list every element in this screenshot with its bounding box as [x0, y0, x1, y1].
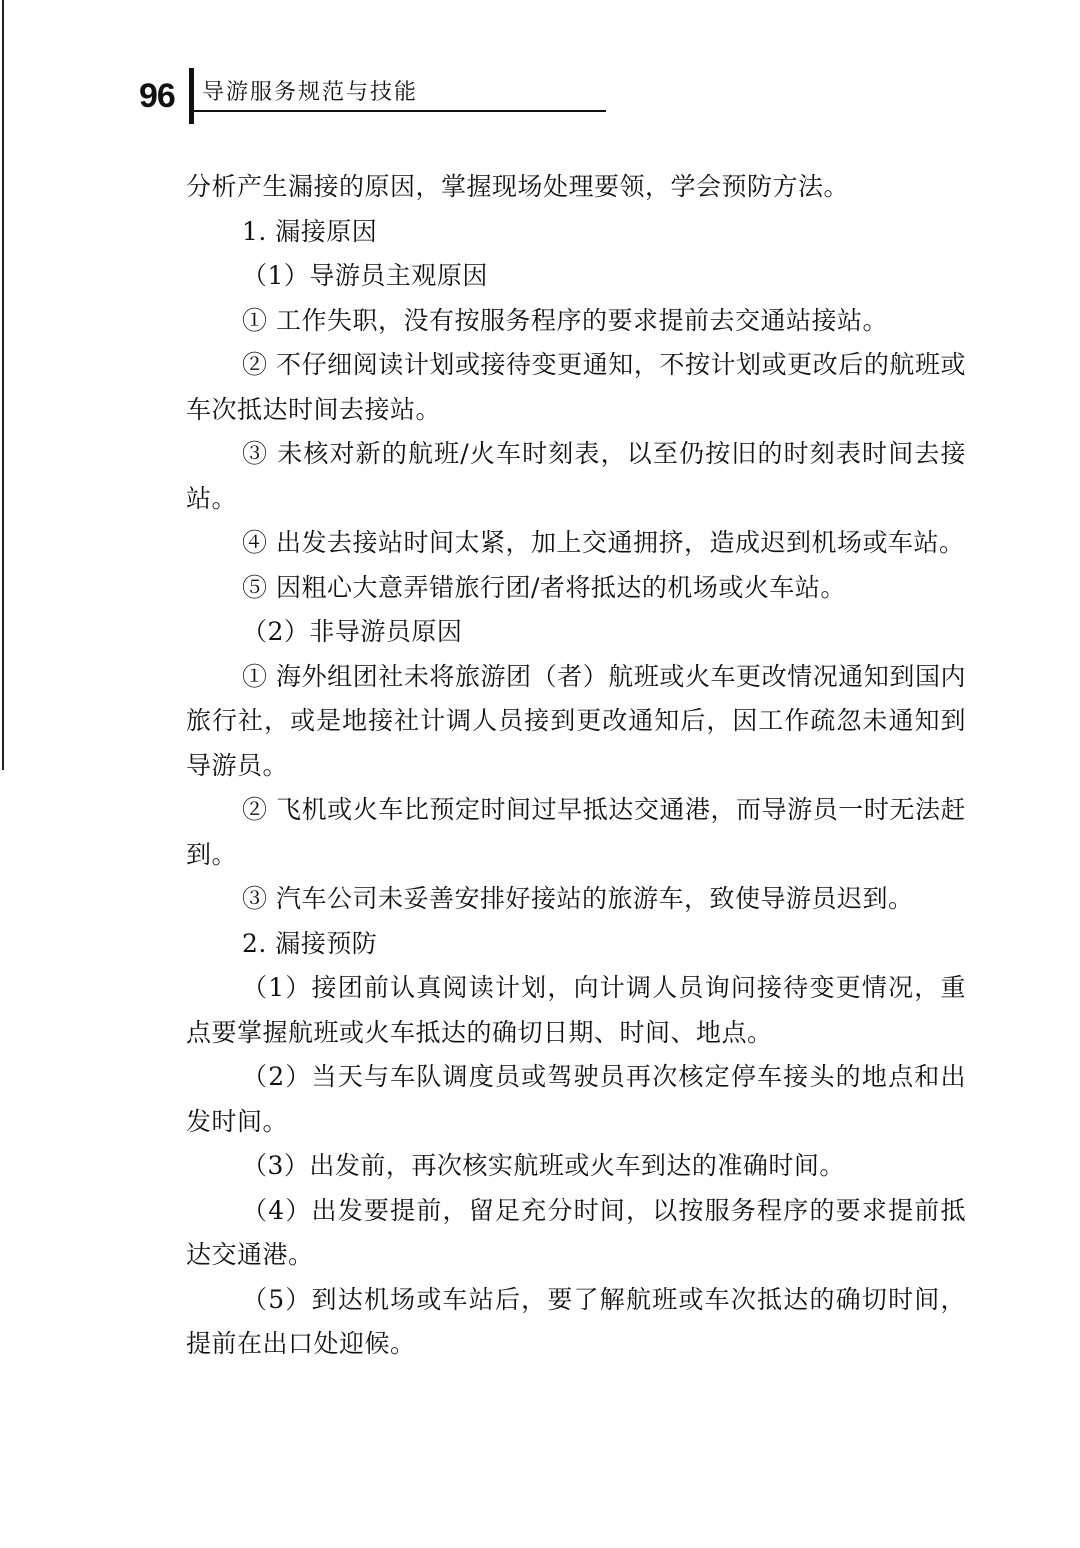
- section-heading: 1. 漏接原因: [242, 216, 378, 246]
- list-item: ③ 未核对新的航班/火车时刻表，以至仍按旧的时刻表时间去接站。: [186, 439, 966, 513]
- subsection-heading: （2）非导游员原因: [242, 617, 463, 646]
- list-item: ① 海外组团社未将旅游团（者）航班或火车更改情况通知到国内旅行社，或是地接社计调人员接到更改通知后，因工作疏忽未通知到导游员。: [186, 661, 966, 780]
- page-number: 96: [139, 77, 175, 115]
- body-text: [186, 165, 966, 1367]
- list-item: ④ 出发去接站时间太紧，加上交通拥挤，造成迟到机场或车站。: [242, 528, 965, 557]
- list-item: （3）出发前，再次核实航班或火车到达的准确时间。: [242, 1151, 845, 1180]
- paragraph: 分析产生漏接的原因，掌握现场处理要领，学会预防方法。: [186, 172, 850, 201]
- list-item: ③ 汽车公司未妥善安排好接站的旅游车，致使导游员迟到。: [242, 884, 914, 913]
- list-item: ② 飞机或火车比预定时间过早抵达交通港，而导游员一时无法赶到。: [186, 795, 966, 869]
- section-heading: 2. 漏接预防: [242, 928, 378, 958]
- running-head-title: 导游服务规范与技能: [202, 80, 419, 105]
- list-item: ⑤ 因粗心大意弄错旅行团/者将抵达的机场或火车站。: [242, 572, 846, 602]
- header-divider-bar: [189, 68, 194, 124]
- header-rule: [194, 110, 606, 112]
- list-item: （5）到达机场或车站后，要了解航班或车次抵达的确切时间，提前在出口处迎候。: [186, 1284, 966, 1358]
- subsection-heading: （1）导游员主观原因: [242, 261, 488, 290]
- list-item: （4）出发要提前，留足充分时间，以按服务程序的要求提前抵达交通港。: [186, 1195, 966, 1269]
- scan-edge-line: [2, 0, 4, 770]
- list-item: ② 不仔细阅读计划或接待变更通知，不按计划或更改后的航班或车次抵达时间去接站。: [186, 350, 966, 424]
- list-item: （2）当天与车队调度员或驾驶员再次核定停车接头的地点和出发时间。: [186, 1062, 966, 1136]
- list-item: （1）接团前认真阅读计划，向计调人员询问接待变更情况，重点要掌握航班或火车抵达的确切日期、时间、地点。: [186, 973, 966, 1047]
- list-item: ① 工作失职，没有按服务程序的要求提前去交通站接站。: [242, 305, 888, 335]
